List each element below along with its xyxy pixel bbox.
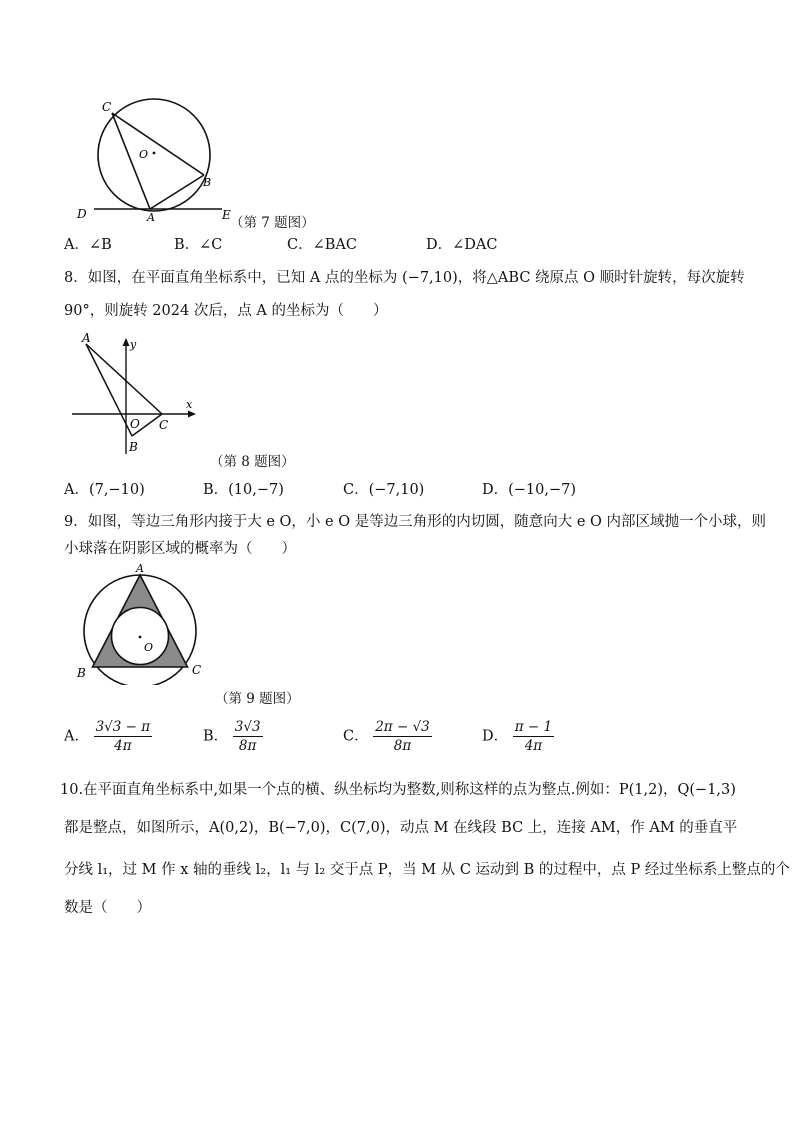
q9-option-c-denominator: 8π bbox=[393, 738, 412, 754]
q9-option-a-fraction bbox=[94, 718, 153, 755]
q9-label-o: O bbox=[144, 641, 154, 654]
q9-option-b-letter: B． bbox=[203, 728, 229, 745]
q7-segment-cb bbox=[112, 113, 204, 175]
q7-option-d[interactable]: D．∠DAC bbox=[426, 237, 498, 253]
q9-option-c-fraction bbox=[373, 718, 432, 755]
q9-option-d-numerator: π − 1 bbox=[514, 719, 553, 735]
q9-option-a-letter: A． bbox=[64, 728, 89, 745]
q7-label-c: C bbox=[102, 100, 112, 114]
q9-question-line1: 9．如图，等边三角形内接于大 e O，小 e O 是等边三角形的内切圆，随意向大 e O 内部区域抛一个小球，则 bbox=[64, 514, 767, 530]
q7-label-d: D bbox=[77, 207, 87, 221]
q9-center-dot bbox=[139, 636, 142, 639]
q7-option-c[interactable]: C．∠BAC bbox=[287, 237, 357, 253]
q9-label-b: B bbox=[77, 666, 86, 680]
q10-question-line3: 分线 l₁，过 M 作 x 轴的垂线 l₂，l₁ 与 l₂ 交于点 P，当 M 从 C 运动到 B 的过程中，点 P 经过坐标系上整点的个 bbox=[64, 862, 790, 878]
q9-option-c-numerator: 2π − √3 bbox=[375, 719, 430, 735]
q8-question-line1: 8．如图，在平面直角坐标系中，已知 A 点的坐标为 (−7,10)，将△ABC 绕原点 O 顺时针旋转，每次旋转 bbox=[64, 270, 745, 286]
q8-label-a: A bbox=[82, 331, 91, 345]
q10-question-line4: 数是（ ） bbox=[64, 900, 151, 916]
q8-side-ab bbox=[86, 344, 132, 436]
q9-question-line2: 小球落在阴影区域的概率为（ ） bbox=[64, 541, 296, 557]
q8-caption: （第 8 题图） bbox=[210, 454, 295, 470]
q8-option-c[interactable]: C．(−7,10) bbox=[343, 482, 425, 498]
q9-option-d[interactable] bbox=[482, 718, 554, 755]
q9-option-a[interactable] bbox=[64, 718, 152, 755]
q8-x-arrow bbox=[188, 411, 196, 418]
q8-y-arrow bbox=[123, 338, 130, 346]
q7-center-dot bbox=[153, 152, 156, 155]
q9-figure bbox=[74, 560, 214, 685]
q8-label-y: y bbox=[130, 338, 137, 351]
q8-option-b[interactable]: B．(10,−7) bbox=[203, 482, 284, 498]
q10-question-line2: 都是整点，如图所示，A(0,2)，B(−7,0)，C(7,0)，动点 M 在线段 BC 上，连接 AM，作 AM 的垂直平 bbox=[64, 820, 738, 836]
q9-option-a-denominator: 4π bbox=[114, 738, 132, 754]
q9-option-c[interactable] bbox=[343, 718, 432, 755]
q8-side-ac bbox=[86, 344, 162, 414]
q7-option-a[interactable]: A．∠B bbox=[64, 237, 112, 253]
q7-label-e: E bbox=[222, 208, 231, 222]
q7-segment-ca bbox=[112, 113, 150, 209]
q9-label-c: C bbox=[192, 663, 202, 677]
q8-question-line2: 90°，则旋转 2024 次后，点 A 的坐标为（ ） bbox=[64, 303, 388, 319]
q9-option-d-fraction bbox=[513, 718, 554, 755]
q8-option-a[interactable]: A．(7,−10) bbox=[64, 482, 145, 498]
q9-label-a: A bbox=[136, 562, 144, 575]
q9-option-b-denominator: 8π bbox=[238, 738, 257, 754]
q7-option-b[interactable]: B．∠C bbox=[174, 237, 223, 253]
q7-label-o: O bbox=[139, 148, 149, 161]
q10-question-line1: 10.在平面直角坐标系中,如果一个点的横、纵坐标均为整数,则称这样的点为整点.例如：P(1,2)，Q(−1,3) bbox=[60, 782, 736, 798]
q9-option-d-letter: D． bbox=[482, 728, 509, 745]
q9-option-a-numerator: 3√3 − π bbox=[95, 719, 151, 735]
q7-figure bbox=[72, 95, 242, 225]
q7-label-a: A bbox=[147, 211, 155, 224]
q7-caption: （第 7 题图） bbox=[230, 215, 315, 231]
q9-option-c-letter: C． bbox=[343, 728, 369, 745]
q7-label-b: B bbox=[203, 176, 212, 189]
q8-label-o: O bbox=[130, 417, 140, 431]
q8-figure bbox=[68, 330, 208, 460]
q9-caption: （第 9 题图） bbox=[215, 691, 300, 707]
q9-option-d-denominator: 4π bbox=[524, 738, 543, 754]
q8-label-c: C bbox=[159, 418, 169, 432]
q8-label-x: x bbox=[186, 398, 193, 411]
q8-label-b: B bbox=[129, 440, 138, 454]
q8-option-d[interactable]: D．(−10,−7) bbox=[482, 482, 577, 498]
q9-option-b-fraction bbox=[233, 718, 263, 755]
q9-option-b-numerator: 3√3 bbox=[234, 719, 261, 735]
q9-option-b[interactable] bbox=[203, 718, 263, 755]
